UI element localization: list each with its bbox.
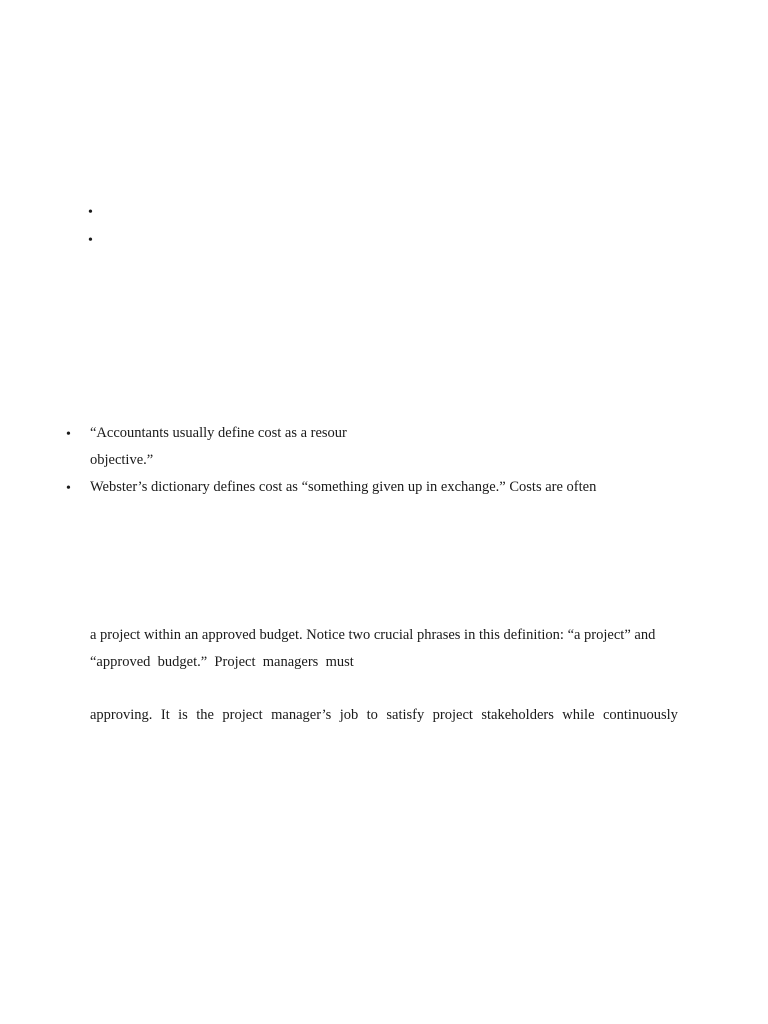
word: It	[160, 707, 170, 723]
list-item-1-line-1: “Accountants usually define cost as a resour	[90, 425, 347, 441]
word: managers	[262, 654, 319, 670]
list-bullet-2: •	[66, 481, 71, 496]
word: must	[325, 654, 354, 670]
empty-bullet-2: •	[88, 233, 93, 248]
list-item-1-line-2: objective.”	[90, 452, 154, 468]
word: “approved	[90, 654, 151, 670]
word: manager’s	[271, 707, 332, 723]
paragraph-line-1	[90, 628, 678, 643]
word: satisfy	[386, 707, 425, 723]
paragraph-line-2	[90, 655, 354, 670]
word: is	[178, 707, 188, 723]
paragraph-line-3	[90, 708, 678, 723]
word: stakeholders	[481, 707, 554, 723]
word: job	[339, 707, 359, 723]
word: while	[562, 707, 595, 723]
paragraph-line-1-text: a project within an approved budget. Notice two crucial phrases in this definition: “a project” and	[90, 627, 656, 643]
word: to	[366, 707, 378, 723]
word: budget.”	[157, 654, 208, 670]
word: project	[432, 707, 473, 723]
empty-bullet-1: •	[88, 205, 93, 220]
word: continuously	[602, 707, 678, 723]
word: the	[196, 707, 214, 723]
list-bullet-1: •	[66, 427, 71, 442]
word: project	[222, 707, 263, 723]
list-item-2-line-1: Webster’s dictionary defines cost as “something given up in exchange.” Costs are often	[90, 479, 597, 495]
word: approving.	[90, 707, 153, 723]
word: Project	[214, 654, 256, 670]
